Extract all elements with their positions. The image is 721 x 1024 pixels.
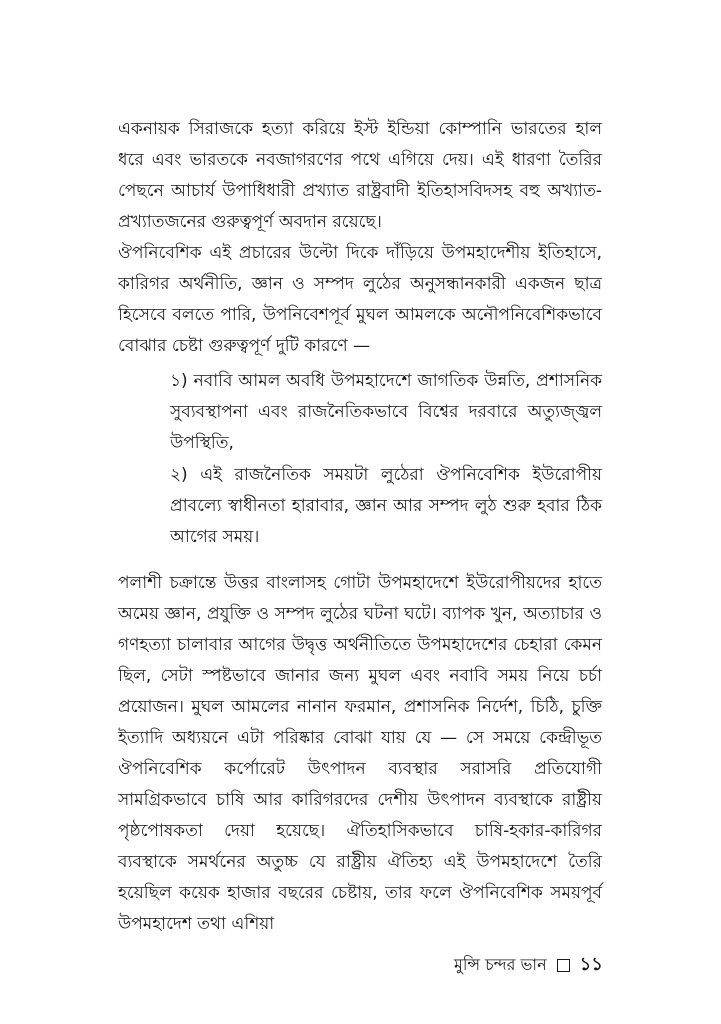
paragraph-3: পলাশী চক্রান্তে উত্তর বাংলাসহ গোটা উপমহাদেশে ইউরোপীয়দের হাতে অমেয় জ্ঞান, প্রযুক্তি ও সম্পদ লুঠের ঘটনা ঘটে। ব্যাপক খুন, অত্যাচার ও গণহত্যা চালাবার আগের উদ্বৃত্ত অর্থনীতিতে উপমহাদেশের চেহারা কেমন ছিল, সেটা স্পষ্টভাবে জানার জন্য মুঘল এবং নবাবি সময় নিয়ে চর্চা প্রয়োজন। মুঘল আমলের নানান ফরমান, প্রশাসনিক নির্দেশ, চিঠি, চুক্তি ইত্যাদি অধ্যয়নে এটা পরিষ্কার বোঝা যায় যে — সে সময়ে কেন্দ্রীভূত ঔপনিবেশিক কর্পোরেট উৎপাদন ব্যবস্থার সরাসরি প্রতিযোগী সামগ্রিকভাবে চাষি আর কারিগরদের দেশীয় উৎপাদন ব্যবস্থাকে রাষ্ট্রীয় পৃষ্ঠপোষকতা দেয়া হয়েছে। ঐতিহাসিকভাবে চাষি-হকার-কারিগর ব্যবস্থাকে সমর্থনের অতুচ্চ যে রাষ্ট্রীয় ঐতিহ্য এই উপমহাদেশে তৈরি হয়েছিল কয়েক হাজার বছরের চেষ্টায়, তার ফলে ঔপনিবেশিক সময়পূর্ব উপমহাদেশ তথা এশিয়া [118, 573, 602, 934]
running-author: মুন্সি চন্দর ভান [454, 955, 547, 974]
list-item-2: ২) এই রাজনৈতিক সময়টা লুঠেরা ঔপনিবেশিক ইউরোপীয় প্রাবল্যে স্বাধীনতা হারাবার, জ্ঞান আর সম্পদ লুঠ শুরু হবার ঠিক আগের সময়। [170, 465, 602, 547]
paragraph-2: ঔপনিবেশিক এই প্রচারের উল্টো দিকে দাঁড়িয়ে উপমহাদেশীয় ইতিহাসে, কারিগর অর্থনীতি, জ্ঞান ও সম্পদ লুঠের অনুসন্ধানকারী একজন ছাত্র হিসেবে বলতে পারি, উপনিবেশপূর্ব মুঘল আমলকে অনৌপনিবেশিকভাবে বোঝার চেষ্টা গুরুত্বপূর্ণ দুটি কারণে — [118, 243, 602, 356]
square-ornament-icon [557, 959, 570, 972]
list-item-1: ১) নবাবি আমল অবধি উপমহাদেশে জাগতিক উন্নতি, প্রশাসনিক সুব্যবস্থাপনা এবং রাজনৈতিকভাবে বিশ্বের দরবারে অত্যুজ্জ্বল উপস্থিতি, [170, 371, 602, 453]
page-number: ১১ [579, 954, 603, 975]
page-footer [454, 950, 603, 981]
paragraph-1: একনায়ক সিরাজকে হত্যা করিয়ে ইস্ট ইন্ডিয়া কোম্পানি ভারতের হাল ধরে এবং ভারতকে নবজাগরণের পথে এগিয়ে দেয়। এই ধারণা তৈরির পেছনে আচার্য উপাধিধারী প্রখ্যাত রাষ্ট্রবাদী ইতিহাসবিদসহ বহু অখ্যাত-প্রখ্যাতজনের গুরুত্বপূর্ণ অবদান রয়েছে। [118, 119, 602, 232]
